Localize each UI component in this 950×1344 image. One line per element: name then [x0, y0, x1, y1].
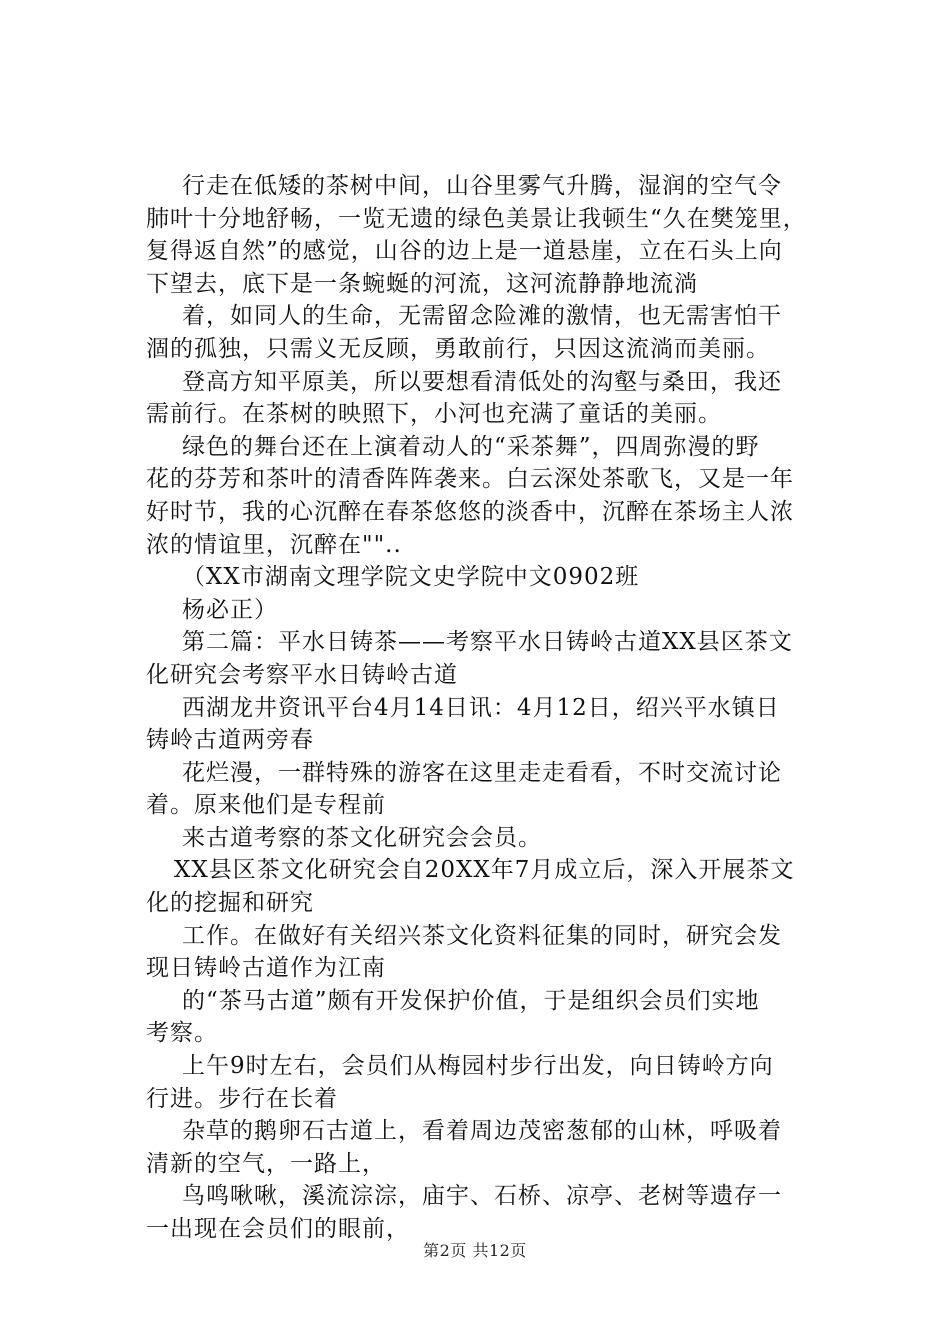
text-line: 好时节，我的心沉醉在春茶悠悠的淡香中，沉醉在茶场主人浓 — [146, 498, 794, 525]
text-line: 来古道考察的茶文化研究会会员。 — [182, 824, 542, 851]
text-line: （XX市湖南文理学院文史学院中文0902班 — [182, 564, 640, 591]
text-line: 现日铸岭古道作为江南 — [146, 955, 386, 982]
text-line: XX县区茶文化研究会自20XX年7月成立后，深入开展茶文 — [174, 857, 795, 884]
text-line: 复得返自然”的感觉，山谷的边上是一道悬崖，立在石头上向 — [146, 238, 783, 265]
text-line: 的“茶马古道”颇有开发保护价值，于是组织会员们实地 — [182, 987, 760, 1014]
page-footer: 第2页 共12页 — [423, 1241, 527, 1260]
text-line: 化研究会考察平水日铸岭古道 — [146, 661, 458, 688]
text-line: 花的芬芳和茶叶的清香阵阵袭来。白云深处茶歌飞，又是一年 — [146, 466, 794, 493]
text-line: 工作。在做好有关绍兴茶文化资料征集的同时，研究会发 — [182, 922, 782, 949]
text-line: 清新的空气，一路上， — [146, 1150, 386, 1177]
text-line: 肺叶十分地舒畅，一览无遗的绿色美景让我顿生“久在樊笼里， — [146, 205, 807, 232]
text-line: 着，如同人的生命，无需留念险滩的激情，也无需害怕干 — [182, 303, 782, 330]
text-line: 一出现在会员们的眼前， — [146, 1216, 410, 1242]
text-line: 杂草的鹅卵石古道上，看着周边茂密葱郁的山林，呼吸着 — [182, 1118, 782, 1145]
text-line: 下望去，底下是一条蜿蜒的河流，这河流静静地流淌 — [146, 270, 698, 297]
text-line: 登高方知平原美，所以要想看清低处的沟壑与桑田，我还 — [182, 368, 782, 395]
text-line: 杨必正） — [182, 596, 278, 623]
document-body — [146, 170, 846, 1246]
text-line: 着。原来他们是专程前 — [146, 792, 386, 819]
text-line: 行进。步行在长着 — [146, 1085, 338, 1112]
text-line: 考察。 — [146, 1020, 218, 1047]
text-line: 浓的情谊里，沉醉在"".. — [146, 531, 402, 558]
text-line: 需前行。在茶树的映照下，小河也充满了童话的美丽。 — [146, 401, 722, 428]
text-line: 西湖龙井资讯平台4月14日讯：4月12日，绍兴平水镇日 — [182, 694, 780, 721]
text-line: 行走在低矮的茶树中间，山谷里雾气升腾，湿润的空气令 — [182, 173, 782, 199]
text-line: 化的挖掘和研究 — [146, 890, 314, 917]
text-line: 绿色的舞台还在上演着动人的“采茶舞”，四周弥漫的野 — [182, 433, 760, 460]
text-line: 涸的孤独，只需义无反顾，勇敢前行，只因这流淌而美丽。 — [146, 335, 770, 362]
text-line: 铸岭古道两旁春 — [146, 727, 314, 754]
text-line: 鸟鸣啾啾，溪流淙淙，庙宇、石桥、凉亭、老树等遗存一 — [182, 1183, 782, 1210]
text-line: 第二篇：平水日铸茶——考察平水日铸岭古道XX县区茶文 — [182, 629, 793, 656]
text-line: 上午9时左右，会员们从梅园村步行出发，向日铸岭方向 — [182, 1053, 774, 1080]
text-line: 花烂漫，一群特殊的游客在这里走走看看，不时交流讨论 — [182, 759, 782, 786]
